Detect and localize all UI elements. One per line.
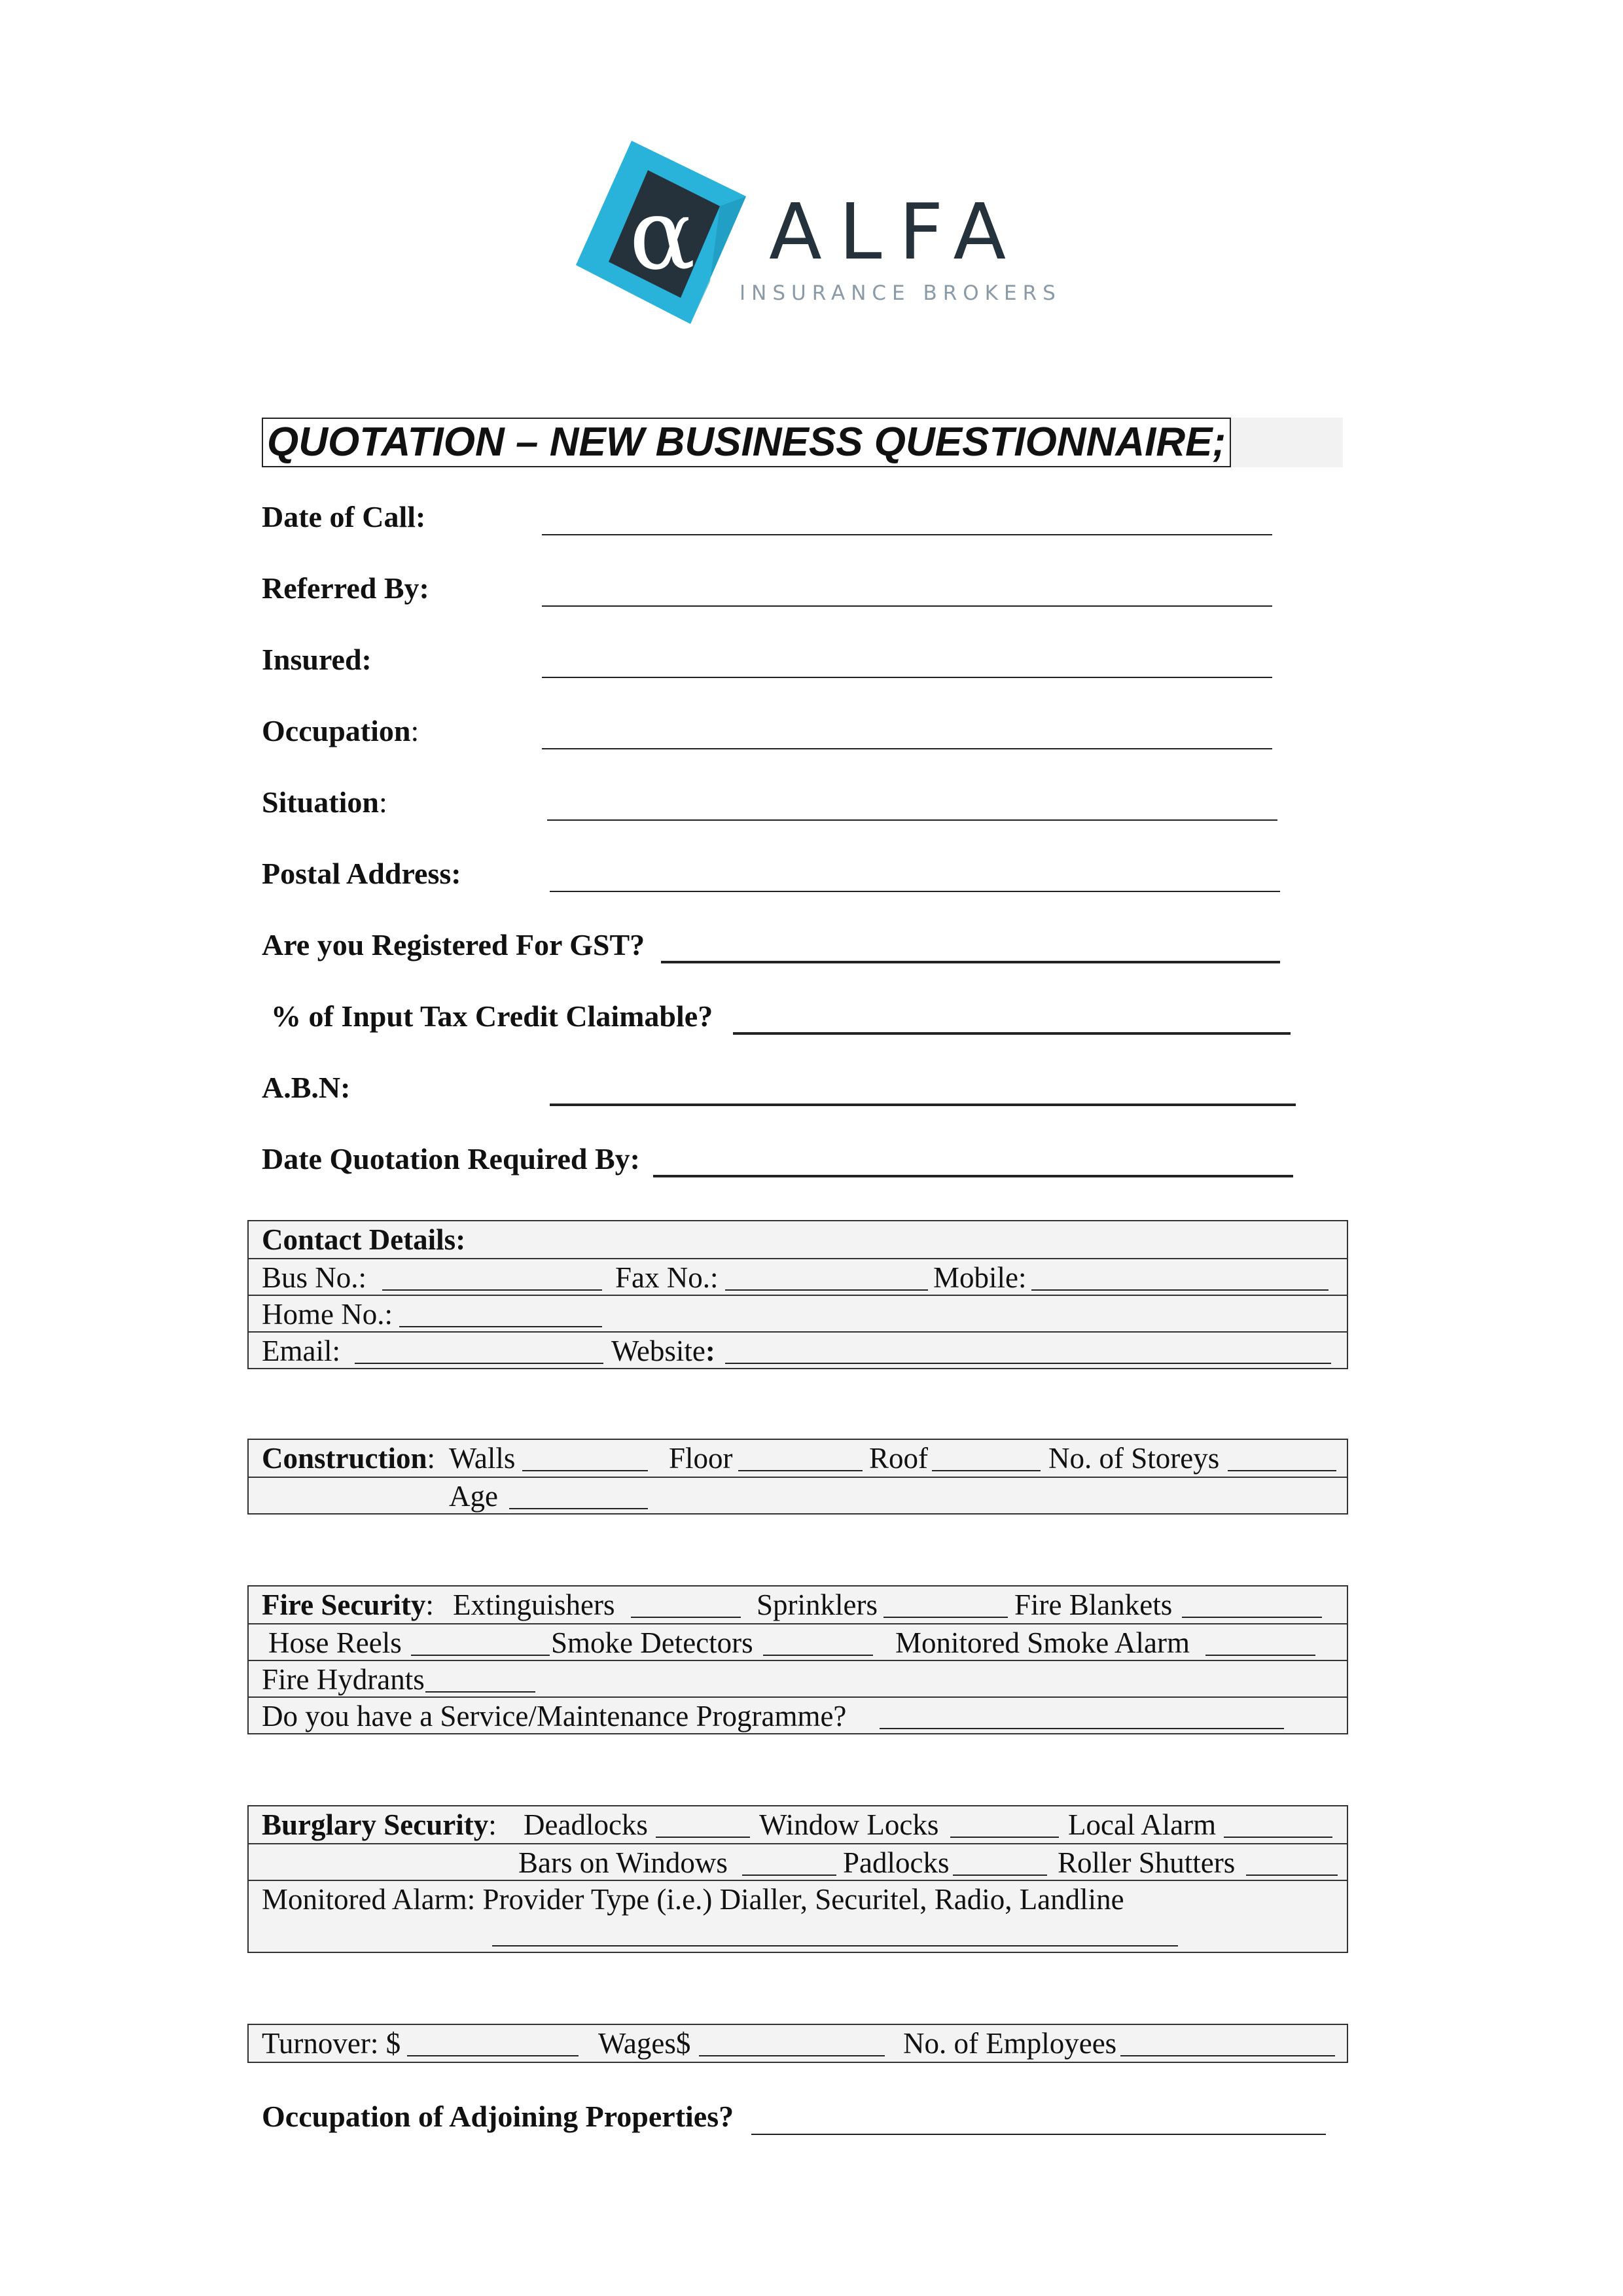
padlocks-label: Padlocks bbox=[843, 1846, 950, 1879]
occupation-row bbox=[262, 710, 1283, 756]
fire-blankets-label: Fire Blankets bbox=[1014, 1588, 1173, 1621]
bars-on-windows-field[interactable] bbox=[742, 1874, 836, 1876]
fire-security-table bbox=[247, 1585, 1348, 1734]
contact-heading: Contact Details: bbox=[262, 1223, 466, 1256]
home-no-label: Home No.: bbox=[262, 1298, 393, 1331]
roof-field[interactable] bbox=[932, 1470, 1041, 1471]
finance-table bbox=[247, 2024, 1348, 2063]
turnover-label: Turnover: $ bbox=[262, 2027, 401, 2060]
construction-row-1 bbox=[249, 1440, 1347, 1477]
padlocks-field[interactable] bbox=[953, 1874, 1047, 1876]
situation-row bbox=[262, 781, 1283, 827]
alfa-logo bbox=[556, 134, 1093, 331]
abn-label: A.B.N: bbox=[262, 1071, 351, 1104]
age-field[interactable] bbox=[509, 1508, 648, 1509]
employees-field[interactable] bbox=[1120, 2055, 1335, 2056]
floor-label: Floor bbox=[669, 1442, 733, 1475]
burglary-row-1 bbox=[249, 1806, 1347, 1843]
monitored-alarm-field[interactable] bbox=[492, 1945, 1178, 1946]
bus-no-field[interactable] bbox=[382, 1289, 602, 1291]
logo-alpha-glyph: α bbox=[629, 178, 696, 292]
contact-phone-row bbox=[249, 1258, 1347, 1295]
burglary-security-heading: Burglary Security: bbox=[262, 1808, 497, 1841]
walls-field[interactable] bbox=[522, 1470, 648, 1471]
wages-field[interactable] bbox=[699, 2055, 885, 2056]
floor-field[interactable] bbox=[738, 1470, 863, 1471]
home-no-field[interactable] bbox=[399, 1326, 602, 1327]
mobile-field[interactable] bbox=[1031, 1289, 1329, 1291]
roof-label: Roof bbox=[869, 1442, 928, 1475]
roller-shutters-label: Roller Shutters bbox=[1058, 1846, 1236, 1879]
abn-field[interactable] bbox=[550, 1103, 1296, 1106]
postal-address-row bbox=[262, 853, 1283, 899]
contact-email-row bbox=[249, 1331, 1347, 1368]
email-label: Email: bbox=[262, 1335, 340, 1367]
age-label: Age bbox=[449, 1480, 498, 1513]
mobile-label: Mobile: bbox=[933, 1261, 1027, 1294]
construction-heading: Construction: bbox=[262, 1442, 436, 1475]
bars-on-windows-label: Bars on Windows bbox=[518, 1846, 728, 1879]
logo-subtitle: INSURANCE BROKERS bbox=[740, 281, 1061, 305]
email-field[interactable] bbox=[355, 1363, 603, 1364]
smoke-detectors-field[interactable] bbox=[763, 1655, 873, 1656]
extinguishers-label: Extinguishers bbox=[453, 1588, 615, 1621]
referred-by-field[interactable] bbox=[542, 605, 1272, 607]
alfa-diamond-icon bbox=[556, 134, 753, 331]
gst-label: Are you Registered For GST? bbox=[262, 928, 645, 961]
local-alarm-field[interactable] bbox=[1224, 1837, 1332, 1838]
fire-row-2 bbox=[249, 1623, 1347, 1660]
date-of-call-field[interactable] bbox=[542, 534, 1272, 535]
roller-shutters-field[interactable] bbox=[1246, 1874, 1338, 1876]
date-required-field[interactable] bbox=[653, 1175, 1293, 1177]
walls-label: Walls bbox=[449, 1442, 516, 1475]
turnover-field[interactable] bbox=[407, 2055, 579, 2056]
fire-hydrants-label: Fire Hydrants bbox=[262, 1663, 425, 1696]
smoke-detectors-label: Smoke Detectors bbox=[551, 1626, 753, 1659]
input-tax-field[interactable] bbox=[733, 1032, 1291, 1035]
monitored-smoke-label: Monitored Smoke Alarm bbox=[895, 1626, 1190, 1659]
deadlocks-label: Deadlocks bbox=[524, 1808, 648, 1841]
referred-by-row bbox=[262, 567, 1283, 613]
contact-heading-row bbox=[249, 1221, 1347, 1258]
monitored-alarm-label: Monitored Alarm: Provider Type (i.e.) Dialler, Securitel, Radio, Landline bbox=[262, 1883, 1124, 1916]
monitored-smoke-field[interactable] bbox=[1205, 1655, 1315, 1656]
sprinklers-field[interactable] bbox=[883, 1617, 1008, 1618]
fax-no-field[interactable] bbox=[725, 1289, 928, 1291]
input-tax-label: % of Input Tax Credit Claimable? bbox=[271, 999, 713, 1033]
burglary-row-3 bbox=[249, 1880, 1347, 1952]
bus-no-label: Bus No.: bbox=[262, 1261, 367, 1294]
fire-row-4 bbox=[249, 1696, 1347, 1733]
situation-label: Situation: bbox=[262, 785, 387, 819]
fire-row-3 bbox=[249, 1660, 1347, 1696]
occupation-field[interactable] bbox=[542, 748, 1272, 749]
storeys-label: No. of Storeys bbox=[1048, 1442, 1220, 1475]
insured-field[interactable] bbox=[542, 677, 1272, 678]
construction-row-2 bbox=[249, 1477, 1347, 1513]
finance-row bbox=[249, 2025, 1347, 2062]
fire-security-heading: Fire Security: bbox=[262, 1588, 434, 1621]
fax-no-label: Fax No.: bbox=[615, 1261, 719, 1294]
fire-row-1 bbox=[249, 1587, 1347, 1623]
website-field[interactable] bbox=[725, 1363, 1331, 1364]
wages-label: Wages$ bbox=[598, 2027, 691, 2060]
hose-reels-label: Hose Reels bbox=[268, 1626, 402, 1659]
contact-home-row bbox=[249, 1295, 1347, 1331]
window-locks-field[interactable] bbox=[950, 1837, 1059, 1838]
burglary-row-2 bbox=[249, 1843, 1347, 1880]
hose-reels-field[interactable] bbox=[411, 1655, 550, 1656]
gst-row bbox=[262, 924, 1283, 970]
service-label: Do you have a Service/Maintenance Programme? bbox=[262, 1700, 847, 1732]
insured-row bbox=[262, 639, 1283, 685]
referred-by-label: Referred By: bbox=[262, 571, 429, 605]
logo-name: ALFA bbox=[769, 187, 1024, 277]
employees-label: No. of Employees bbox=[903, 2027, 1117, 2060]
adjoining-row bbox=[262, 2096, 1335, 2142]
service-field[interactable] bbox=[880, 1728, 1284, 1729]
date-of-call-row bbox=[262, 496, 1283, 542]
occupation-label: Occupation: bbox=[262, 714, 419, 747]
insured-label: Insured: bbox=[262, 643, 372, 676]
construction-table bbox=[247, 1439, 1348, 1515]
fire-blankets-field[interactable] bbox=[1182, 1617, 1322, 1618]
sprinklers-label: Sprinklers bbox=[757, 1588, 878, 1621]
local-alarm-label: Local Alarm bbox=[1068, 1808, 1217, 1841]
contact-details-table bbox=[247, 1220, 1348, 1369]
window-locks-label: Window Locks bbox=[759, 1808, 939, 1841]
gst-field[interactable] bbox=[661, 961, 1280, 963]
extinguishers-field[interactable] bbox=[631, 1617, 741, 1618]
abn-row bbox=[262, 1067, 1296, 1113]
deadlocks-field[interactable] bbox=[656, 1837, 750, 1838]
burglary-security-table bbox=[247, 1805, 1348, 1953]
postal-address-label: Postal Address: bbox=[262, 857, 461, 890]
adjoining-label: Occupation of Adjoining Properties? bbox=[262, 2100, 734, 2133]
input-tax-row bbox=[262, 996, 1296, 1041]
date-of-call-label: Date of Call: bbox=[262, 500, 426, 533]
date-required-label: Date Quotation Required By: bbox=[262, 1142, 640, 1175]
date-required-row bbox=[262, 1138, 1296, 1184]
fire-hydrants-field[interactable] bbox=[425, 1691, 535, 1693]
storeys-field[interactable] bbox=[1228, 1470, 1336, 1471]
website-label: Website: bbox=[611, 1335, 715, 1367]
adjoining-field[interactable] bbox=[751, 2134, 1326, 2135]
page-title: QUOTATION – NEW BUSINESS QUESTIONNAIRE; bbox=[262, 418, 1231, 467]
postal-address-field[interactable] bbox=[550, 891, 1280, 892]
situation-field[interactable] bbox=[547, 819, 1277, 821]
